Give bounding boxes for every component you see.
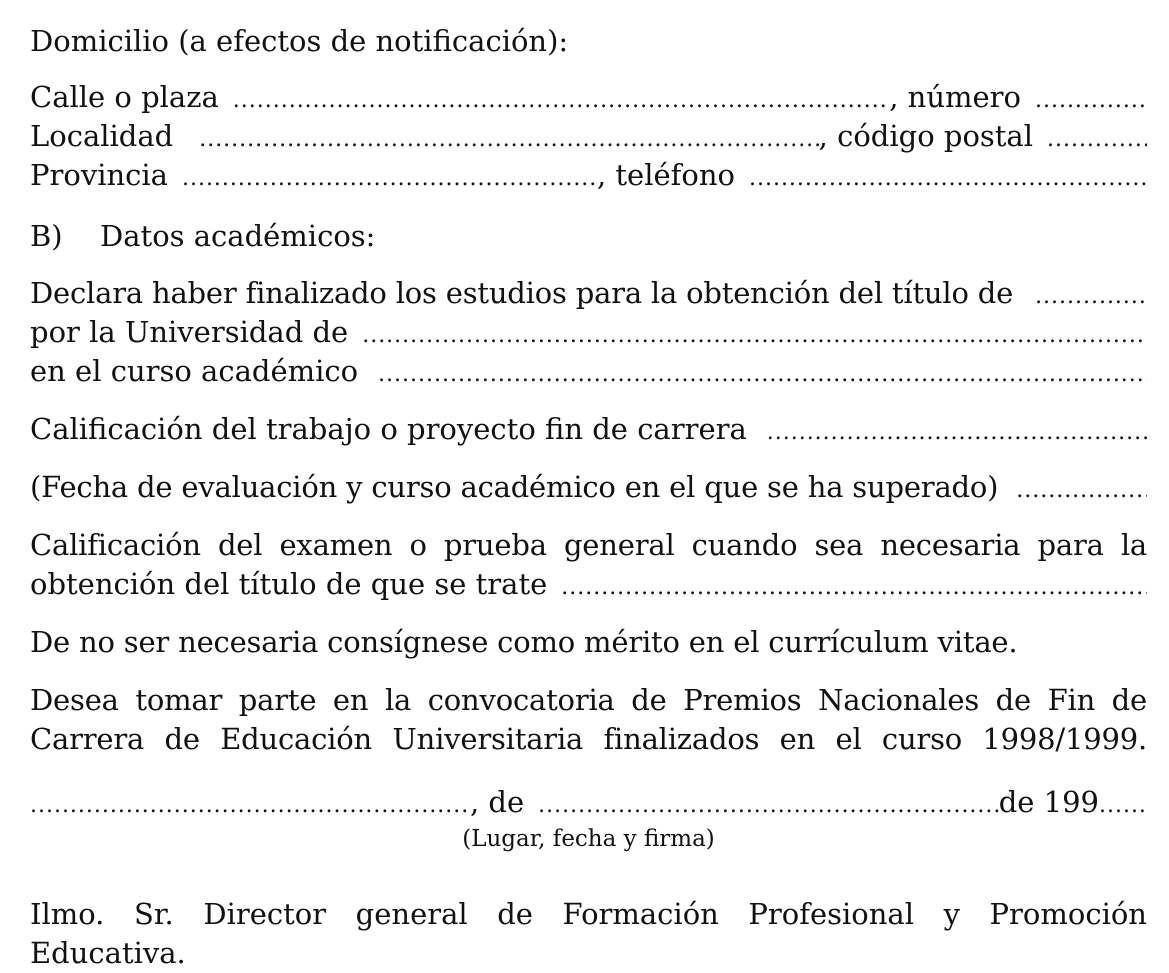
section-b-heading	[30, 217, 1147, 256]
localidad-field[interactable]	[199, 117, 818, 159]
section-letter: B)	[30, 219, 63, 253]
codigo-postal-field[interactable]	[1047, 117, 1147, 159]
solicitud-line1: Desea tomar parte en la convocatoria de Premios Nacionales de Fin de	[30, 683, 1147, 717]
calificacion-examen-field[interactable]	[561, 565, 1147, 607]
fecha-evaluacion-label: (Fecha de evaluación y curso académico en el que se ha superado)	[30, 470, 999, 504]
curso-label: en el curso académico	[30, 354, 359, 388]
titulo-field[interactable]	[1035, 274, 1147, 316]
calle-row	[30, 78, 1147, 120]
curso-row	[30, 352, 1147, 394]
localidad-label: Localidad	[30, 119, 174, 153]
calificacion-examen-line2: obtención del título de que se trate	[30, 567, 548, 601]
declara-row	[30, 274, 1147, 316]
telefono-label: , teléfono	[596, 158, 735, 192]
destinatario: Ilmo. Sr. Director general de Formación Profesional y Promoción Educativa.	[30, 897, 1147, 970]
provincia-row	[30, 156, 1147, 198]
numero-field[interactable]	[1035, 78, 1147, 120]
fecha-evaluacion-row	[30, 468, 1147, 510]
section-title: Datos académicos:	[100, 219, 376, 253]
solicitud-paragraph	[30, 681, 1147, 759]
solicitud-line2: Carrera de Educación Universitaria finalizados en el curso 1998/1999.	[30, 722, 1147, 756]
calle-field[interactable]	[233, 78, 889, 120]
numero-label: , número	[889, 80, 1021, 114]
calificacion-trabajo-label: Calificación del trabajo o proyecto fin de carrera	[30, 412, 747, 446]
mes-field[interactable]	[538, 783, 999, 825]
codigo-postal-label: , código postal	[818, 119, 1033, 153]
calificacion-examen-line1: Calificación del examen o prueba general cuando sea necesaria para la	[30, 528, 1147, 562]
provincia-label: Provincia	[30, 158, 168, 192]
localidad-row	[30, 117, 1147, 159]
firma-row	[30, 783, 1147, 825]
comma-de-label: , de	[470, 785, 525, 819]
universidad-label: por la Universidad de	[30, 315, 349, 349]
calificacion-trabajo-row	[30, 410, 1147, 452]
curso-field[interactable]	[378, 352, 1147, 394]
declara-label: Declara haber finalizado los estudios para la obtención del título de	[30, 276, 1014, 310]
fecha-evaluacion-field[interactable]	[1016, 468, 1147, 510]
no-necesaria-row	[30, 623, 1147, 662]
universidad-row	[30, 313, 1147, 355]
telefono-field[interactable]	[749, 156, 1147, 198]
calle-label: Calle o plaza	[30, 80, 219, 114]
calificacion-trabajo-field[interactable]	[767, 410, 1147, 452]
no-necesaria-text: De no ser necesaria consígnese como mérito en el currículum vitae.	[30, 625, 1018, 659]
universidad-field[interactable]	[362, 313, 1147, 355]
calificacion-examen-row2	[30, 565, 1147, 607]
lugar-field[interactable]	[30, 783, 470, 825]
calificacion-examen-block	[30, 526, 1147, 607]
domicilio-heading: Domicilio (a efectos de notificación):	[30, 24, 569, 58]
firma-caption: (Lugar, fecha y firma)	[462, 826, 715, 852]
year-field[interactable]	[1099, 783, 1147, 825]
de-year-label: de 199	[998, 785, 1099, 819]
provincia-field[interactable]	[182, 156, 597, 198]
